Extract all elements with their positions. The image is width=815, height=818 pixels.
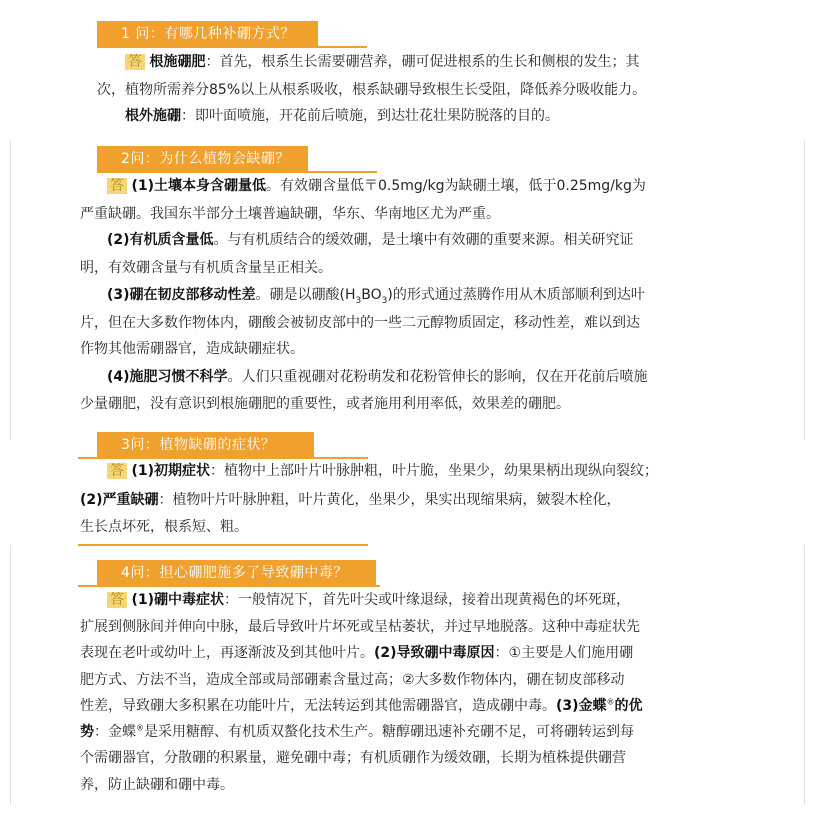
question-3-bar	[97, 432, 314, 458]
s2-p5-bold: (3)硼在韧皮部移动性差	[107, 287, 256, 303]
s2-line-4	[80, 256, 332, 280]
s1-p1-text: ：首先，根系生长需要硼营养，硼可促进根系的生长和侧根的发生；其	[205, 54, 640, 70]
s4-p5-bold: (3)金蝶	[556, 698, 607, 714]
s4-p1-bold: (1)硼中毒症状	[131, 592, 224, 608]
left-divider-line	[10, 140, 11, 440]
s4-p4-text: 肥方式、方法不当，造成全部或局部硼素含量过高；②大多数作物体内，硼在韧皮部移动	[80, 672, 625, 688]
s2-p1-text: 。有效硼含量低〒0.5mg/kg为缺硼土壤，低于0.25mg/kg为	[266, 178, 646, 194]
s4-p5-reg: ®	[606, 697, 615, 707]
s2-p3-text: 。与有机质结合的缓效硼，是土壤中有效硼的重要来源。相关研究证	[213, 232, 634, 248]
s4-line-7	[80, 746, 626, 770]
question-4-title: 4问：担心硼肥施多了导致硼中毒？	[121, 565, 348, 581]
question-2-bar	[97, 146, 308, 172]
question-1-bar	[97, 21, 318, 47]
question-1-title: 1 问：有哪几种补硼方式？	[121, 26, 295, 42]
question-1-underline	[97, 46, 367, 48]
left-divider-line-lower	[10, 545, 11, 805]
question-4-bar	[97, 560, 376, 586]
answer-badge: 答	[107, 592, 127, 608]
answer-badge: 答	[125, 54, 145, 70]
s3-line-1	[107, 459, 658, 483]
s2-p8-bold: (4)施肥习惯不科学	[107, 369, 228, 385]
s2-p5-tail: )的形式通过蒸腾作用从木质部顺利到达叶	[387, 287, 645, 303]
s4-p6-text: ：金蝶	[94, 724, 136, 740]
s2-line-2	[80, 202, 500, 226]
s2-line-9	[80, 392, 570, 416]
s2-p7-text: 作物其他需硼器官，造成缺硼症状。	[80, 341, 304, 357]
s3-p2-text: ：植物叶片叶脉肿粗，叶片黄化，坐果少，果实出现缩果病，皴裂木栓化，	[158, 492, 621, 508]
s2-p5-sub2: 3	[381, 295, 388, 306]
s2-p1-bold: (1)土壤本身含硼量低	[131, 178, 266, 194]
s4-p3-bold2: (2)导致硼中毒原因	[374, 645, 495, 661]
s2-line-3	[107, 228, 634, 252]
s1-line-3	[125, 104, 559, 128]
s2-line-6	[80, 311, 640, 335]
s3-line-3	[80, 515, 248, 539]
s4-p3-text2: ：①主要是人们施用硼	[494, 645, 634, 661]
s1-line-1	[125, 50, 639, 74]
s1-p3-bold: 根外施硼	[125, 108, 181, 124]
s4-p7-text: 个需硼器官，分散硼的积累量，避免硼中毒；有机质硼作为缓效硼，长期为植株提供硼营	[80, 750, 626, 766]
question-2-underline	[97, 171, 377, 173]
s2-p5-mid: BO	[361, 287, 382, 303]
s4-p5-text: 性差，导致硼大多积累在功能叶片，无法转运到其他需硼器官，造成硼中毒。	[80, 698, 556, 714]
question-3-title: 3问：植物缺硼的症状？	[121, 437, 276, 453]
s1-p1-bold: 根施硼肥	[149, 54, 206, 70]
s4-line-8	[80, 773, 234, 797]
s2-p8-text: 。人们只重视硼对花粉萌发和花粉管伸长的影响，仅在开花前后喷施	[227, 369, 648, 385]
s4-line-5	[80, 694, 643, 718]
s2-p9-text: 少量硼肥，没有意识到根施硼肥的重要性，或者施用利用率低，效果差的硼肥。	[80, 396, 570, 412]
s3-p1-bold: (1)初期症状	[131, 463, 210, 479]
s2-p3-bold: (2)有机质含量低	[107, 232, 214, 248]
s3-p1-text: ：植物中上部叶片叶脉肿粗，叶片脆，坐果少，幼果果柄出现纵向裂纹；	[210, 463, 658, 479]
s2-p5-text: 。硼是以硼酸(H	[255, 287, 356, 303]
right-divider-line-lower	[804, 545, 805, 805]
s2-p5-sub1: 3	[355, 295, 362, 306]
s4-p8-text: 养，防止缺硼和硼中毒。	[80, 777, 234, 793]
s3-p2-bold: (2)严重缺硼	[80, 492, 159, 508]
s4-line-3	[80, 641, 633, 665]
question-4-underline	[78, 585, 380, 587]
s3-p3-text: 生长点坏死，根系短、粗。	[80, 519, 248, 535]
s3-line-2	[80, 488, 621, 512]
s2-line-5	[107, 283, 645, 307]
right-divider-line	[804, 140, 805, 440]
s2-line-1	[107, 174, 646, 198]
s2-p6-text: 片，但在大多数作物体内，硼酸会被韧皮部中的一些二元醇物质固定，移动性差，难以到达	[80, 315, 640, 331]
s4-line-4	[80, 668, 625, 692]
s4-p2-text: 扩展到侧脉间并伸向中脉，最后导致叶片坏死或呈枯萎状，并过早地脱落。这种中毒症状先	[80, 619, 640, 635]
s2-line-7	[80, 337, 304, 361]
answer-badge: 答	[107, 463, 127, 479]
s1-p3-text: ：即叶面喷施，开花前后喷施，到达壮花壮果防脱落的目的。	[181, 108, 559, 124]
s2-p4-text: 明，有效硼含量与有机质含量呈正相关。	[80, 260, 332, 276]
s1-p2-text: 次，植物所需养分85%以上从根系吸收，根系缺硼导致根生长受阻，降低养分吸收能力。	[97, 82, 647, 98]
s4-p6-reg: ®	[136, 723, 144, 733]
s4-p5-bold2: 的优	[614, 698, 643, 714]
s2-line-8	[107, 365, 648, 389]
s4-line-6	[80, 720, 634, 744]
s1-line-2	[97, 78, 646, 102]
question-2-title: 2问：为什么植物会缺硼？	[121, 151, 290, 167]
s4-p3-text: 表现在老叶或幼叶上，再逐渐波及到其他叶片。	[80, 645, 374, 661]
s4-line-1	[107, 588, 630, 612]
s2-p2-text: 严重缺硼。我国东半部分土壤普遍缺硼，华东、华南地区尤为严重。	[80, 206, 500, 222]
s4-p6-rest: 是采用糖醇、有机质双螯化技术生产。糖醇硼迅速补充硼不足，可将硼转运到每	[144, 724, 634, 740]
s4-line-2	[80, 615, 640, 639]
answer-badge: 答	[107, 178, 127, 194]
s4-p6-bold: 势	[80, 724, 94, 740]
question-4-top-line	[78, 544, 368, 546]
s4-p1-text: ：一般情况下，首先叶尖或叶缘退绿，接着出现黄褐色的坏死斑，	[224, 592, 630, 608]
